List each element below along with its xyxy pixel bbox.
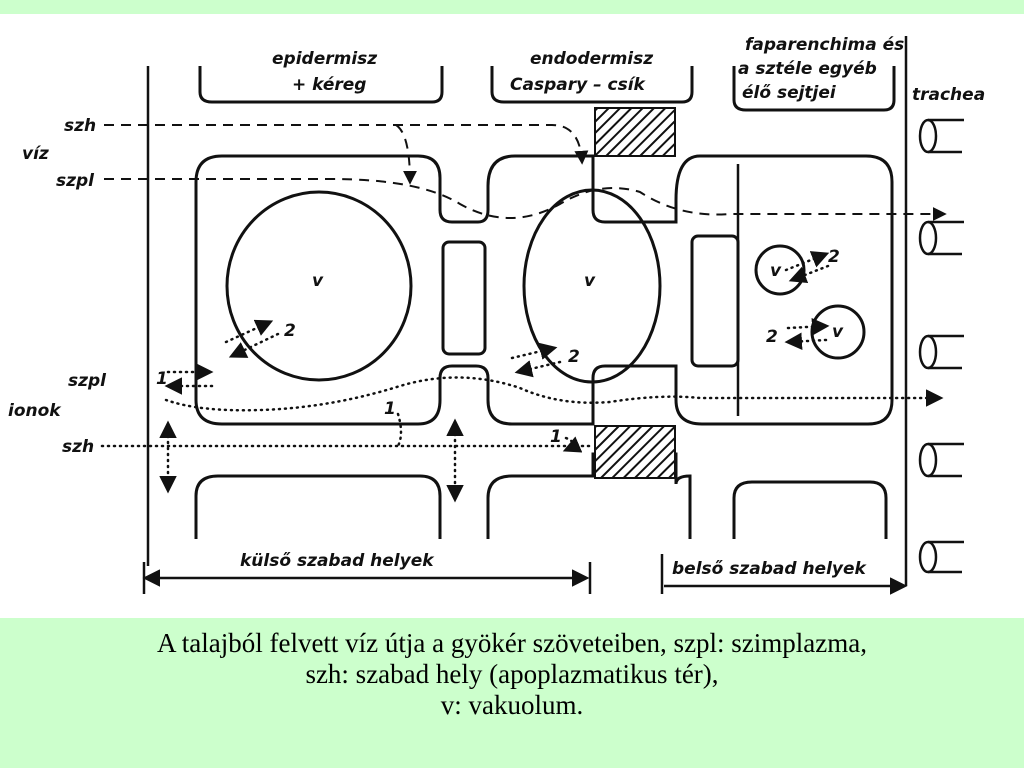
label-water: víz [22,144,49,164]
label-stele-2: a sztéle egyéb [738,59,877,79]
label-stele-1: faparenchima és [745,35,905,55]
caption-line-1: A talajból felvett víz útja a gyökér szöveteiben, szpl: szimplazma, [156,628,867,658]
label-szpl-water: szpl [56,171,95,191]
label-szpl-ion: szpl [68,371,107,391]
label-num-1-a: 1 [156,369,168,389]
label-num-2-b: 2 [568,347,580,367]
ion-vac-arrow-3b [792,266,828,280]
ion-vac-arrow-1 [226,322,270,342]
label-stele-3: élő sejtjei [742,83,836,103]
label-inner-free: belső szabad helyek [672,559,866,579]
label-ions: ionok [8,401,61,421]
wall-cell-right [692,236,738,366]
caption-line-3: v: vakuolum. [440,690,584,720]
water-szh-branch [396,125,410,182]
label-endodermis-sub: Caspary – csík [510,75,645,95]
bottom-cell-epidermis [196,476,440,539]
wall-cell-left [443,242,485,354]
ion-vac-arrow-3 [786,254,826,270]
trachea-tubes [920,120,964,572]
label-vacuole-stele-2: v [832,322,844,342]
caption-line-2: szh: szabad hely (apoplazmatikus tér), [305,659,719,689]
ion-szpl-path [166,377,940,410]
label-num-2-d: 2 [766,327,778,347]
bottom-cell-stele [734,482,886,539]
diagram-panel [0,14,1024,618]
label-outer-free: külső szabad helyek [240,551,434,571]
label-num-1-b: 1 [384,399,396,419]
ion-vac-arrow-4 [788,326,826,328]
figure-caption [0,628,1024,721]
ion-branch-3 [398,414,401,446]
label-trachea: trachea [912,85,986,105]
water-szpl-path [104,179,944,218]
label-epidermis-sub: + kéreg [292,75,367,95]
caspary-strip-top [595,108,675,156]
label-szh-water: szh [64,116,97,136]
label-num-2-c: 2 [828,247,840,267]
root-tissue-diagram [0,14,1024,618]
label-szh-ion: szh [62,437,95,457]
ion-vac-arrow-4b [788,340,826,342]
label-num-1-c: 1 [550,427,562,447]
caspary-strip-bottom [595,426,675,478]
ion-casp-arrow [566,438,573,450]
label-epidermis: epidermisz [272,49,378,69]
cortex-cell [196,156,892,424]
label-vacuole-endodermis: v [584,271,596,291]
label-endodermis: endodermisz [530,49,654,69]
label-num-2-a: 2 [284,321,296,341]
label-vacuole-stele-1: v [770,261,782,281]
label-vacuole-cortex: v [312,271,324,291]
